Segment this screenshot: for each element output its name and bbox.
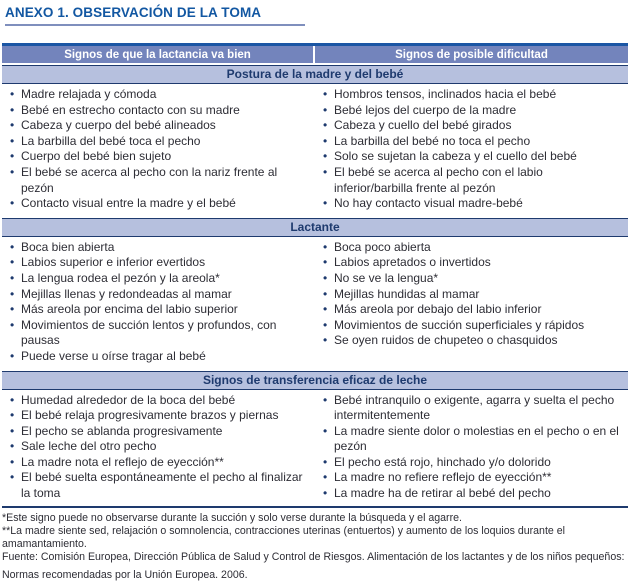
column-header-difficulty: Signos de posible dificultad	[315, 46, 628, 63]
difficulty-signs-list	[315, 240, 628, 349]
list-item: • Sale leche del otro pecho	[9, 439, 311, 455]
list-item: • Labios apretados o invertidos	[322, 255, 624, 271]
list-item: • El pecho se ablanda progresivamente	[9, 424, 311, 440]
footnote-line: Normas recomendadas por la Unión Europea. 2006.	[2, 569, 248, 582]
list-item: • No hay contacto visual madre-bebé	[322, 196, 624, 212]
observation-table	[2, 43, 628, 508]
list-item: • La madre nota el reflejo de eyección**	[9, 455, 311, 471]
list-item: • Cabeza y cuerpo del bebé alineados	[9, 118, 311, 134]
list-item: • Boca bien abierta	[9, 240, 311, 256]
list-item: • Hombros tensos, inclinados hacia el bebé	[322, 87, 624, 103]
section-body	[2, 84, 628, 216]
list-item: • Bebé intranquilo o exigente, agarra y suelta el pecho intermitentemente	[322, 393, 624, 424]
list-item: • Labios superior e inferior evertidos	[9, 255, 311, 271]
table-section	[2, 218, 628, 369]
list-item: • Bebé en estrecho contacto con su madre	[9, 103, 311, 119]
list-item: • Más areola por debajo del labio inferior	[322, 302, 624, 318]
list-item: • El bebé relaja progresivamente brazos y piernas	[9, 408, 311, 424]
list-item: • Cabeza y cuello del bebé girados	[322, 118, 624, 134]
table-column-headers	[2, 46, 628, 63]
footnote-line: **La madre siente sed, relajación o somnolencia, contracciones uterinas (entuertos) y aumento de los loquios durante el amamantamiento.	[2, 524, 565, 551]
list-item: • Puede verse u oírse tragar al bebé	[9, 349, 311, 365]
list-item: • Mejillas llenas y redondeadas al mamar	[9, 287, 311, 303]
list-item: • La madre no refiere reflejo de eyección**	[322, 470, 624, 486]
list-item: • Contacto visual entre la madre y el bebé	[9, 196, 311, 212]
good-signs-list	[2, 393, 315, 502]
section-body	[2, 237, 628, 369]
list-item: • Movimientos de succión superficiales y rápidos	[322, 318, 624, 334]
list-item: • El bebé suelta espontáneamente el pecho al finalizar la toma	[9, 470, 311, 501]
list-item: • No se ve la lengua*	[322, 271, 624, 287]
list-item: • La madre siente dolor o molestias en el pecho o en el pezón	[322, 424, 624, 455]
list-item: • Mejillas hundidas al mamar	[322, 287, 624, 303]
section-header: Postura de la madre y del bebé	[2, 65, 628, 84]
section-header: Signos de transferencia eficaz de leche	[2, 371, 628, 390]
list-item: • Boca poco abierta	[322, 240, 624, 256]
column-header-good: Signos de que la lactancia va bien	[2, 46, 315, 63]
table-section	[2, 371, 628, 506]
list-item: • La barbilla del bebé no toca el pecho	[322, 134, 624, 150]
table-sections	[2, 65, 628, 506]
list-item: • Se oyen ruidos de chupeteo o chasquidos	[322, 333, 624, 349]
good-signs-list	[2, 87, 315, 212]
difficulty-signs-list	[315, 87, 628, 212]
list-item: • Solo se sujetan la cabeza y el cuello del bebé	[322, 149, 624, 165]
list-item: • La madre ha de retirar al bebé del pecho	[322, 486, 624, 502]
list-item: • El bebé se acerca al pecho con el labio inferior/barbilla frente al pezón	[322, 165, 624, 196]
list-item: • Cuerpo del bebé bien sujeto	[9, 149, 311, 165]
list-item: • La barbilla del bebé toca el pecho	[9, 134, 311, 150]
list-item: • La lengua rodea el pezón y la areola*	[9, 271, 311, 287]
footnote-line: Fuente: Comisión Europea, Dirección Pública de Salud y Control de Riesgos. Alimentación de los lactantes y de los niños pequeños:	[2, 551, 625, 564]
section-header: Lactante	[2, 218, 628, 237]
list-item: • Humedad alrededor de la boca del bebé	[9, 393, 311, 409]
list-item: • Movimientos de succión lentos y profundos, con pausas	[9, 318, 311, 349]
footnotes	[0, 508, 631, 583]
good-signs-list	[2, 240, 315, 365]
page-title: ANEXO 1. OBSERVACIÓN DE LA TOMA	[5, 5, 262, 20]
table-section	[2, 65, 628, 216]
title-underline	[5, 24, 305, 26]
list-item: • El bebé se acerca al pecho con la nariz frente al pezón	[9, 165, 311, 196]
list-item: • El pecho está rojo, hinchado y/o dolorido	[322, 455, 624, 471]
list-item: • Madre relajada y cómoda	[9, 87, 311, 103]
section-body	[2, 390, 628, 506]
difficulty-signs-list	[315, 393, 628, 502]
list-item: • Más areola por encima del labio superior	[9, 302, 311, 318]
title-block	[0, 0, 631, 26]
list-item: • Bebé lejos del cuerpo de la madre	[322, 103, 624, 119]
footnote-line: *Este signo puede no observarse durante la succión y solo verse durante la búsqueda y el agarre.	[2, 511, 462, 524]
